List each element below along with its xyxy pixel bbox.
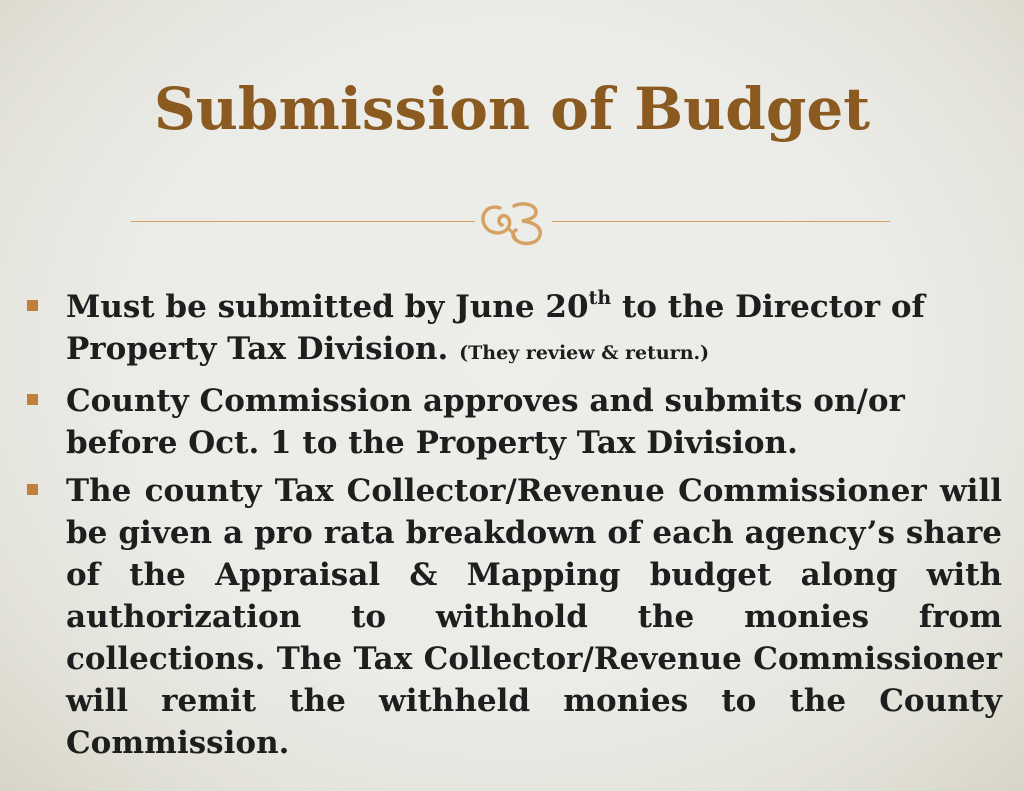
title-divider-right: [552, 221, 890, 222]
bullet-text: The county Tax Collector/Revenue Commissioner will be given a pro rata breakdown of each agency’s share of the Appraisal & Mapping budget along with authorization to withhold the monies from collections. The Tax Collector/Revenue Commissioner will remit the withheld monies to the County Commission.: [66, 473, 1002, 761]
superscript-text: th: [588, 286, 612, 309]
slide-title: Submission of Budget: [153, 75, 871, 143]
bullet-list: [22, 286, 1002, 770]
bullet-text: Must be submitted by June 20: [66, 289, 589, 325]
bullet-item: [22, 286, 1002, 374]
bullet-note: (They review & return.): [459, 342, 710, 364]
bullet-text: County Commission approves and submits on/or before Oct. 1 to the Property Tax Division.: [66, 383, 905, 461]
flourish-ornament-icon: [478, 194, 550, 248]
title-divider-left: [131, 221, 475, 222]
bullet-item: [22, 470, 1002, 764]
square-bullet-icon: [27, 300, 38, 311]
square-bullet-icon: [27, 484, 38, 495]
bullet-text: to the Director of Property Tax Division.: [66, 289, 925, 367]
bullet-item: [22, 380, 1002, 464]
square-bullet-icon: [27, 394, 38, 405]
